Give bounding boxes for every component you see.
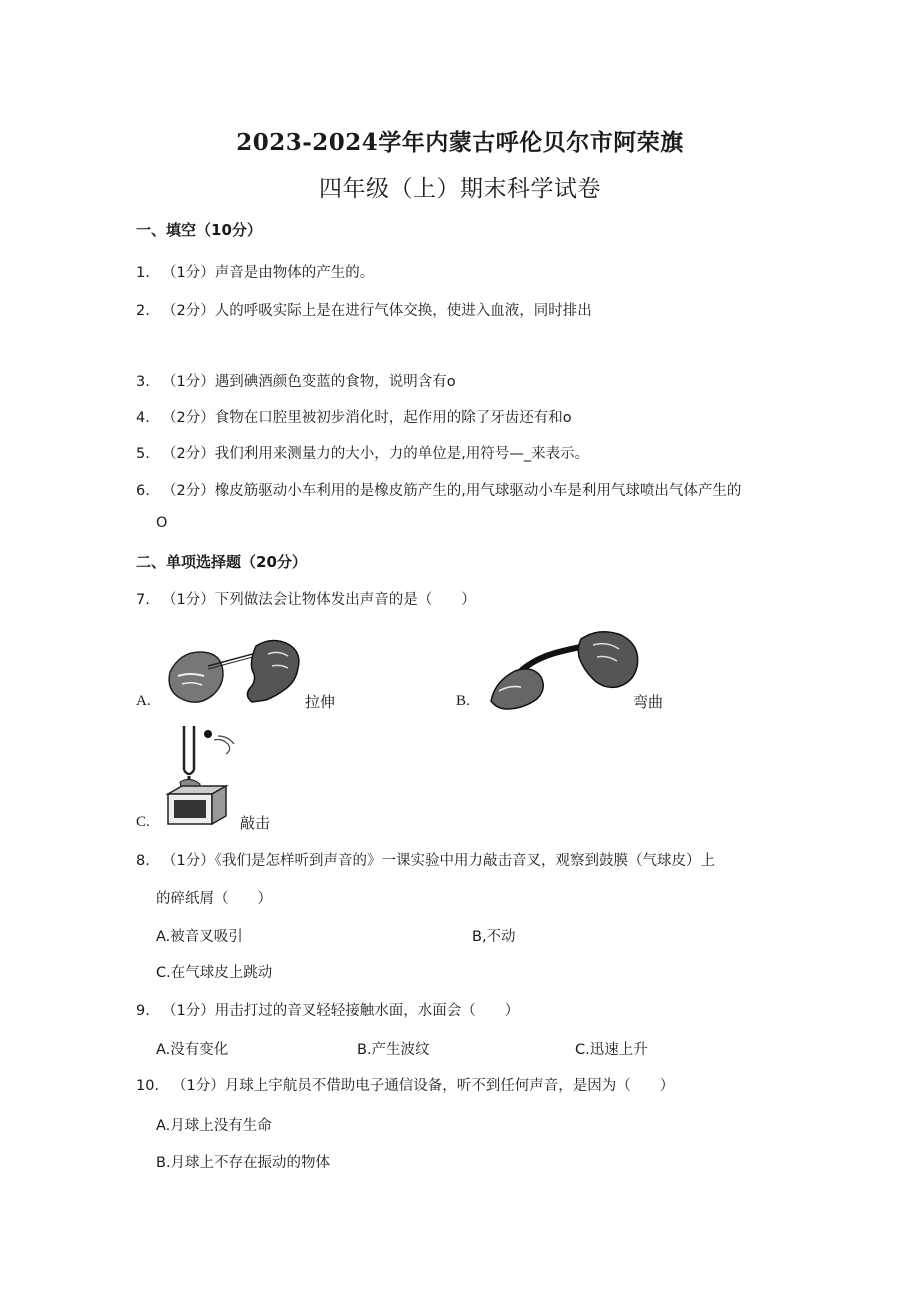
option-b-label: B. xyxy=(456,693,470,709)
section-fill-in-heading: 一、填空（10分） xyxy=(136,221,262,239)
question-number: 2. xyxy=(136,303,150,319)
section-choice-heading: 二、单项选择题（20分） xyxy=(136,553,307,571)
q9-option-c: C.迅速上升 xyxy=(575,1042,648,1058)
q9-option-b: B.产生波纹 xyxy=(357,1042,430,1058)
bend-stick-image xyxy=(485,625,645,710)
question-4 xyxy=(136,406,572,427)
question-text: （1分）声音是由物体的产生的。 xyxy=(162,265,375,281)
question-number: 8. xyxy=(136,853,150,869)
question-text: （1分）下列做法会让物体发出声音的是（ ） xyxy=(162,592,476,608)
question-6-continuation: O xyxy=(156,515,168,531)
question-text: （2分）橡皮筋驱动小车利用的是橡皮筋产生的,用气球驱动小车是利用气球喷出气体产生的 xyxy=(162,483,742,499)
question-number: 9. xyxy=(136,1003,150,1019)
q10-option-b: B.月球上不存在振动的物体 xyxy=(156,1155,331,1171)
question-8-continuation: 的碎纸屑（ ） xyxy=(156,891,272,907)
question-text: （1分）遇到碘酒颜色变蓝的食物，说明含有o xyxy=(162,374,456,390)
option-a-caption: 拉伸 xyxy=(305,693,336,711)
q8-option-a: A.被音叉吸引 xyxy=(156,929,243,945)
question-number: 4. xyxy=(136,410,150,426)
question-8 xyxy=(136,849,715,870)
question-number: 5. xyxy=(136,446,150,462)
question-number: 6. xyxy=(136,483,150,499)
question-6 xyxy=(136,479,741,500)
question-number: 3. xyxy=(136,374,150,390)
q9-option-a: A.没有变化 xyxy=(156,1042,229,1058)
q10-option-a: A.月球上没有生命 xyxy=(156,1118,272,1134)
option-c-label: C. xyxy=(136,814,150,830)
q8-option-c: C.在气球皮上跳动 xyxy=(156,965,273,981)
question-5 xyxy=(136,442,589,463)
title-line-2: 四年级（上）期末科学试卷 xyxy=(319,176,601,202)
question-number: 10. xyxy=(136,1078,160,1094)
question-text: （1分）用击打过的音叉轻轻接触水面，水面会（ ） xyxy=(162,1003,520,1019)
question-text: （2分）我们利用来测量力的大小，力的单位是,用符号—_来表示。 xyxy=(162,446,590,462)
option-a-label: A. xyxy=(136,693,151,709)
question-10 xyxy=(136,1074,674,1095)
stretch-rubber-band-image xyxy=(160,632,310,712)
option-c-caption: 敲击 xyxy=(240,814,271,832)
question-7 xyxy=(136,588,476,609)
question-text: （1分）《我们是怎样听到声音的》一课实验中用力敲击音叉，观察到鼓膜（气球皮）上 xyxy=(162,853,715,869)
question-number: 1. xyxy=(136,265,150,281)
title-line-1: 2023-2024学年内蒙古呼伦贝尔市阿荣旗 xyxy=(236,129,684,156)
question-1 xyxy=(136,261,374,282)
question-text: （2分）人的呼吸实际上是在进行气体交换，使进入血液，同时排出 xyxy=(162,303,592,319)
q8-option-b: B,不动 xyxy=(472,929,516,945)
option-b-caption: 弯曲 xyxy=(633,693,664,711)
question-text: （2分）食物在口腔里被初步消化时，起作用的除了牙齿还有和o xyxy=(162,410,572,426)
question-2 xyxy=(136,299,592,320)
question-text: （1分）月球上宇航员不借助电子通信设备，听不到任何声音，是因为（ ） xyxy=(172,1078,675,1094)
strike-tuning-fork-image xyxy=(160,722,240,832)
question-9 xyxy=(136,999,519,1020)
question-3 xyxy=(136,370,456,391)
question-number: 7. xyxy=(136,592,150,608)
